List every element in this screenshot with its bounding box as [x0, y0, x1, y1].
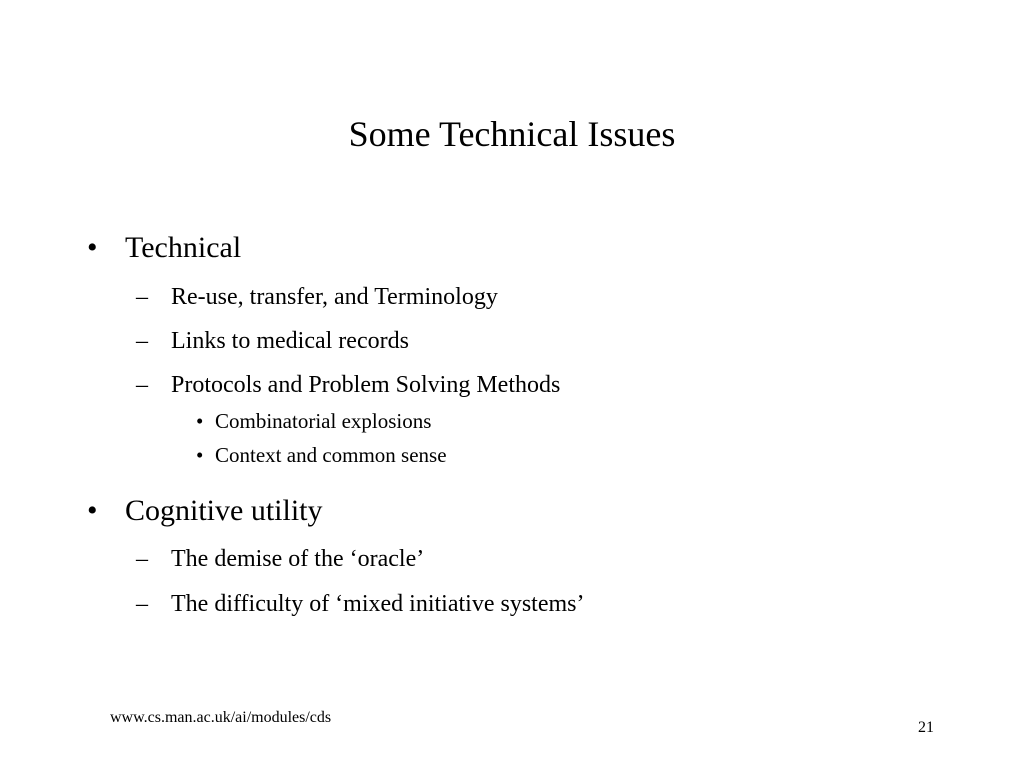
sub-item-label: Re-use, transfer, and Terminology: [171, 284, 498, 310]
bullet-marker: •: [196, 443, 204, 467]
sub-item-label: The difficulty of ‘mixed initiative systems’: [171, 591, 585, 617]
bullet-marker: •: [87, 231, 98, 264]
bullet-marker: •: [87, 494, 98, 527]
sub-item-label: The demise of the ‘oracle’: [171, 546, 425, 572]
dash-marker: –: [136, 328, 148, 354]
bullet-marker: •: [196, 409, 204, 433]
bullet-label: Technical: [125, 231, 242, 264]
slide-title: Some Technical Issues: [348, 114, 676, 154]
sub-sub-item-label: Context and common sense: [215, 443, 447, 467]
page-number: 21: [918, 719, 934, 736]
dash-marker: –: [136, 372, 148, 398]
footer-url: www.cs.man.ac.uk/ai/modules/cds: [110, 709, 332, 726]
sub-item-label: Protocols and Problem Solving Methods: [171, 372, 561, 398]
sub-item-label: Links to medical records: [171, 328, 409, 354]
dash-marker: –: [136, 546, 148, 572]
dash-marker: –: [136, 284, 148, 310]
bullet-label: Cognitive utility: [125, 494, 323, 527]
sub-sub-item-label: Combinatorial explosions: [215, 409, 432, 433]
dash-marker: –: [136, 591, 148, 617]
